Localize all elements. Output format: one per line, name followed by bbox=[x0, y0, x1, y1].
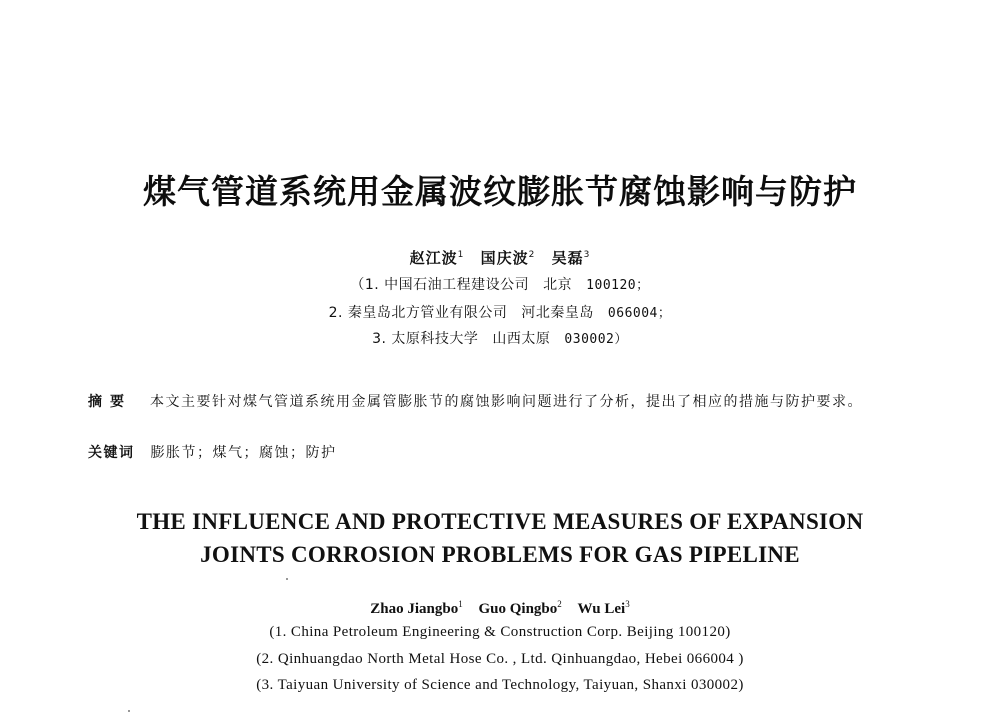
english-affiliation-2: (2. Qinhuangdao North Metal Hose Co. , Ltd. Qinhuangdao, Hebei 066004 ) bbox=[256, 651, 744, 667]
english-affiliation-3: (3. Taiyuan University of Science and Technology, Taiyuan, Shanxi 030002) bbox=[256, 677, 744, 693]
chinese-author-1: 赵江波$^1$ bbox=[409, 249, 465, 267]
keywords bbox=[88, 442, 918, 462]
english-title-line-1: THE INFLUENCE AND PROTECTIVE MEASURES OF EXPANSION bbox=[136, 509, 864, 534]
chinese-author-2: 国庆波$^2$ bbox=[480, 249, 536, 267]
english-author-1: Zhao Jiangbo$^1$ bbox=[370, 599, 463, 617]
english-author-2: Guo Qingbo$^2$ bbox=[478, 599, 562, 617]
chinese-author-3: 吴磊$^3$ bbox=[551, 249, 591, 267]
scan-speck bbox=[128, 710, 130, 712]
chinese-affiliation-3: 3. 太原科技大学 山西太原 030002） bbox=[372, 331, 628, 347]
chinese-authors bbox=[0, 247, 1000, 268]
chinese-title: 煤气管道系统用金属波纹膨胀节腐蚀影响与防护 bbox=[143, 172, 857, 211]
abstract-text: 本文主要针对煤气管道系统用金属管膨胀节的腐蚀影响问题进行了分析，提出了相应的措施与防护要求。 bbox=[150, 394, 863, 410]
english-affiliation-1: (1. China Petroleum Engineering & Construction Corp. Beijing 100120) bbox=[269, 624, 731, 640]
abstract bbox=[88, 390, 918, 415]
scan-speck bbox=[286, 578, 288, 580]
chinese-affiliation-1: （1. 中国石油工程建设公司 北京 100120； bbox=[350, 277, 650, 293]
english-title-line-2: JOINTS CORROSION PROBLEMS FOR GAS PIPELINE bbox=[200, 542, 800, 567]
chinese-affiliation-2: 2. 秦皇岛北方管业有限公司 河北秦皇岛 066004； bbox=[328, 305, 672, 321]
english-author-3: Wu Lei$^3$ bbox=[577, 599, 630, 617]
english-authors bbox=[0, 599, 1000, 618]
english-title bbox=[0, 505, 1000, 571]
abstract-label: 摘要 bbox=[88, 394, 132, 410]
keywords-label: 关键词 bbox=[88, 445, 135, 461]
keywords-text: 膨胀节；煤气；腐蚀；防护 bbox=[150, 445, 337, 461]
